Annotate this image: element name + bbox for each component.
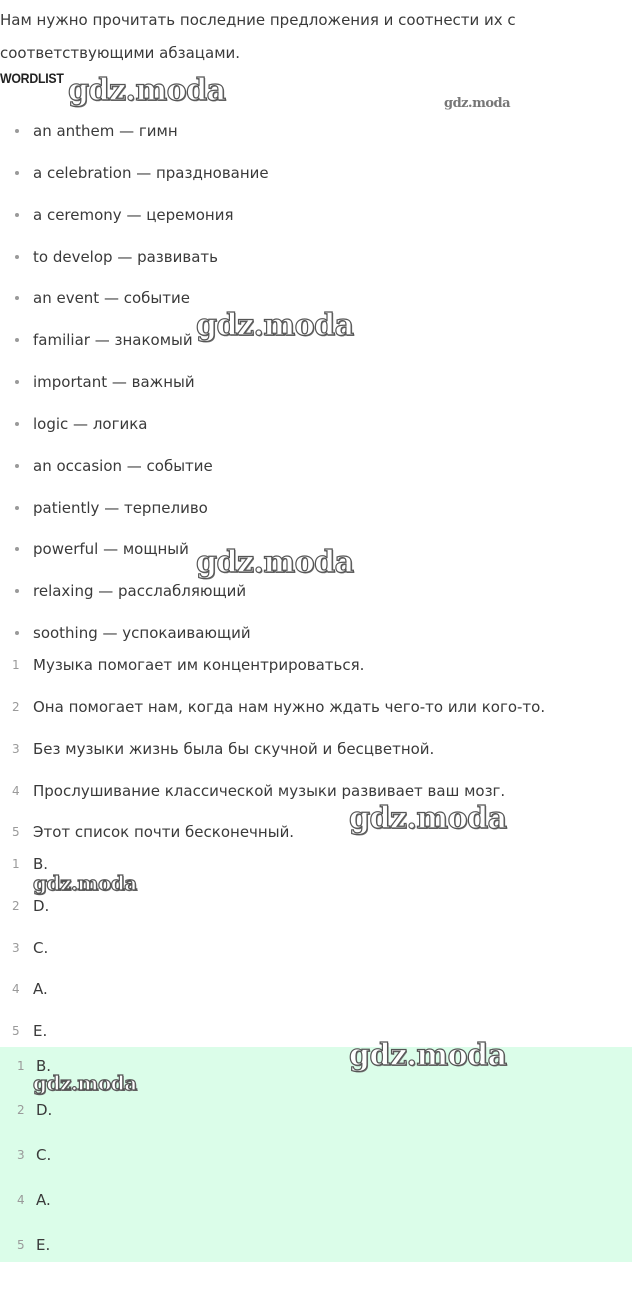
watermark-logo: gdz.moda [196, 545, 354, 580]
watermark-logo: gdz.moda [349, 1038, 507, 1073]
wordlist-heading: WORDLIST [0, 70, 64, 86]
bullet-icon [15, 631, 19, 635]
watermark-logo: gdz.moda [444, 96, 511, 111]
final-answer-box: 1 B. 2 D. 3 C. 4 A. 5 E. [0, 1047, 632, 1262]
watermark-logo: gdz.moda [33, 1071, 137, 1095]
bullet-icon [15, 171, 19, 175]
bullet-icon [15, 589, 19, 593]
bullet-icon [15, 547, 19, 551]
bullet-icon [15, 422, 19, 426]
watermark-logo: gdz.moda [349, 801, 507, 836]
bullet-icon [15, 464, 19, 468]
bullet-icon [15, 129, 19, 133]
bullet-icon [15, 338, 19, 342]
intro-text: Нам нужно прочитать последние предложения и соотнести их с соответствующими абзацами. [0, 11, 516, 62]
watermark-logo: gdz.moda [68, 73, 226, 108]
bullet-icon [15, 296, 19, 300]
bullet-icon [15, 255, 19, 259]
bullet-icon [15, 380, 19, 384]
watermark-logo: gdz.moda [196, 308, 354, 343]
bullet-icon [15, 506, 19, 510]
watermark-logo: gdz.moda [33, 871, 137, 895]
bullet-icon [15, 213, 19, 217]
